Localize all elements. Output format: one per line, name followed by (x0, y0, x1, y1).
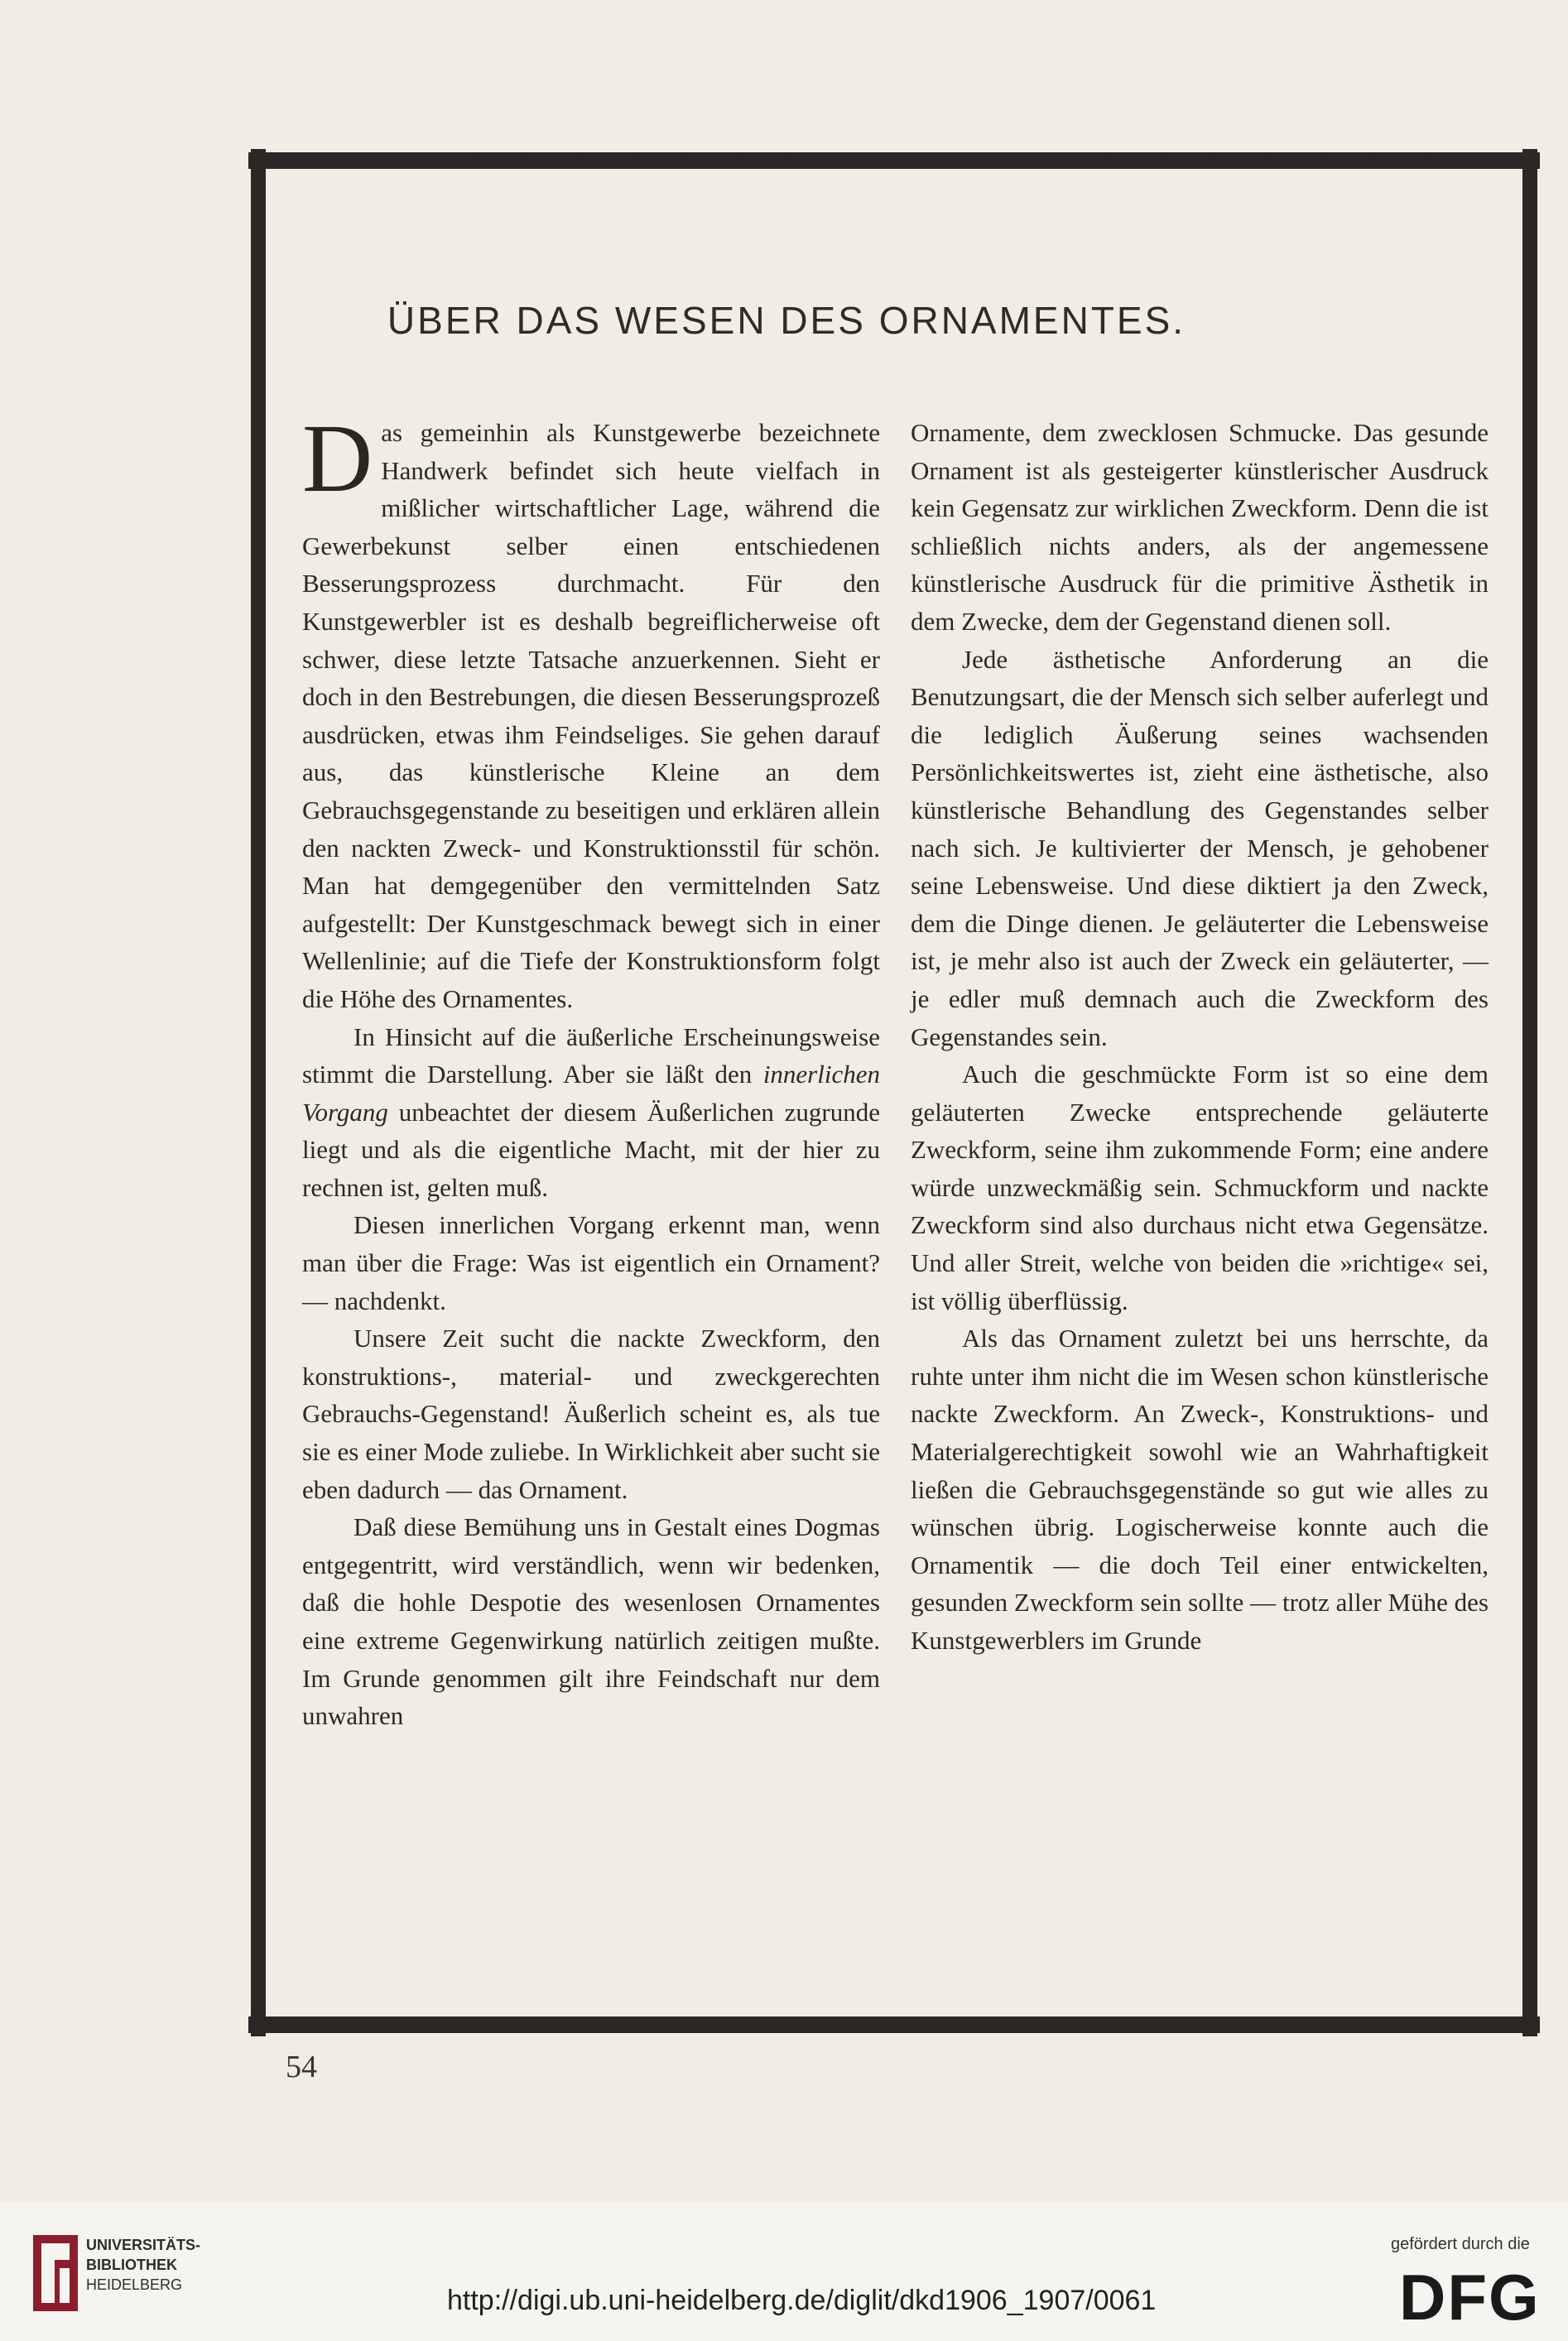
paragraph: Unsere Zeit sucht die nackte Zweckform, den konstruktions-, material- und zweckgerechten Gebrauchs-Gegenstand! Äußerlich scheint es, als tue sie es einer Mode zuliebe. In Wirklichkeit aber sucht sie eben dadurch — das Ornament. (302, 1324, 880, 1504)
paragraph: Daß diese Bemühung uns in Gestalt eines Dogmas entgegentritt, wird verständlich, wenn wir bedenken, daß die hohle Despotie des wesenlosen Ornamentes eine extreme Gegenwirkung natürlich zeitigen mußte. Im Grunde genommen gilt ihre Feindschaft nur dem unwahren (302, 1512, 880, 1731)
paragraph-text: unbeachtet der diesem Äußerlichen zugrunde liegt und als die eigentliche Macht, mit der hier zu rechnen ist, gelten muß. (302, 1097, 880, 1202)
permalink-url[interactable]: http://digi.ub.uni-heidelberg.de/diglit/dkd1906_1907/0061 (447, 2285, 1157, 2316)
drop-cap: D (302, 404, 373, 512)
paragraph (302, 1018, 880, 1207)
right-column (911, 414, 1489, 1660)
emphasis-text: innerlichen Vorgang (302, 1060, 880, 1127)
digitization-footer (0, 2202, 1568, 2341)
paragraph-text: as gemeinhin als Kunstgewerbe bezeichnete Handwerk befindet sich heute vielfach in mißlicher wirtschaftlicher Lage, während die Gewerbekunst selber einen entschiedenen Besserungsprozess durchmacht. Für den Kunstgewerbler ist es deshalb begreiflicherweise oft schwer, diese letzte Tatsache anzuerkennen. Sieht er doch in den Bestrebungen, die diesen Besserungsprozeß ausdrücken, etwas ihm Feindseliges. Sie gehen darauf aus, das künstlerische Kleine an dem Gebrauchsgegenstande zu beseitigen und erklären allein den nackten Zweck- und Konstruktionsstil für schön. Man hat demgegenüber den vermittelnden Satz aufgestellt: Der Kunstgeschmack bewegt sich in einer Wellenlinie; auf die Tiefe der Konstruktionsform folgt die Höhe des Ornamentes. (302, 418, 880, 1013)
paragraph (302, 404, 880, 1018)
ub-heidelberg-logo-icon (33, 2235, 78, 2311)
frame-left-border (248, 149, 268, 2036)
paragraph-text: In Hinsicht auf die äußerliche Erscheinungsweise stimmt die Darstellung. Aber sie läßt den (302, 1021, 880, 1089)
library-name-line: BIBLIOTHEK (86, 2257, 177, 2273)
paragraph: Jede ästhetische Anforderung an die Benutzungsart, die der Mensch sich selber auferlegt und die lediglich Äußerung seines wachsenden Persönlichkeitswertes ist, zieht eine ästhetische, also künstlerische Behandlung des Gegenstandes selber nach sich. Je kultivierter der Mensch, je gehobener seine Lebensweise. Und diese diktiert ja den Zweck, dem die Dinge dienen. Je geläuterter die Lebensweise ist, je mehr also ist auch der Zweck ein geläuterter, — je edler muß demnach auch die Zweckform des Gegenstandes sein. (911, 644, 1489, 1051)
dfg-logo-icon: DFG (1399, 2261, 1541, 2334)
paragraph: Diesen innerlichen Vorgang erkennt man, wenn man über die Frage: Was ist eigentlich ein Ornament? — nachdenkt. (302, 1210, 880, 1315)
article-title: ÜBER DAS WESEN DES ORNAMENTES. (387, 299, 1186, 342)
paragraph: Ornamente, dem zwecklosen Schmucke. Das gesunde Ornament ist als gesteigerter künstlerischer Ausdruck kein Gegensatz zur wirklichen Zweckform. Denn die ist schließlich nichts anders, als der angemessene künstlerische Ausdruck für die primitive Ästhetik in dem Zwecke, dem der Gegenstand dienen soll. (911, 418, 1489, 636)
frame-top-border (248, 149, 1540, 172)
paragraph: Auch die geschmückte Form ist so eine dem geläuterten Zwecke entsprechende geläuterte Zweckform, seine ihm zukommende Form; eine andere würde unzweckmäßig sein. Schmuckform und nackte Zweckform sind also durchaus nicht etwa Gegensätze. Und aller Streit, welche von beiden die »richtige« sei, ist völlig überflüssig. (911, 1060, 1489, 1315)
left-column (302, 404, 880, 1735)
paragraph: Als das Ornament zuletzt bei uns herrschte, da ruhte unter ihm nicht die im Wesen schon künstlerische nackte Zweckform. An Zweck-, Konstruktions- und Materialgerechtigkeit sowohl wie an Wahrhaftigkeit ließen die Gebrauchsgegenstände so gut wie alles zu wünschen übrig. Logischerweise konnte auch die Ornamentik — die doch Teil einer entwickelten, gesunden Zweckform sein sollte — trotz aller Mühe des Kunstgewerblers im Grunde (911, 1324, 1489, 1655)
library-name-line: HEIDELBERG (86, 2276, 183, 2293)
page-number: 54 (286, 2050, 317, 2084)
library-name-line: UNIVERSITÄTS- (86, 2237, 201, 2253)
funding-caption: gefördert durch die (1391, 2235, 1530, 2253)
library-name (86, 2235, 200, 2295)
frame-bottom-border (248, 2013, 1540, 2036)
frame-right-border (1520, 149, 1540, 2036)
